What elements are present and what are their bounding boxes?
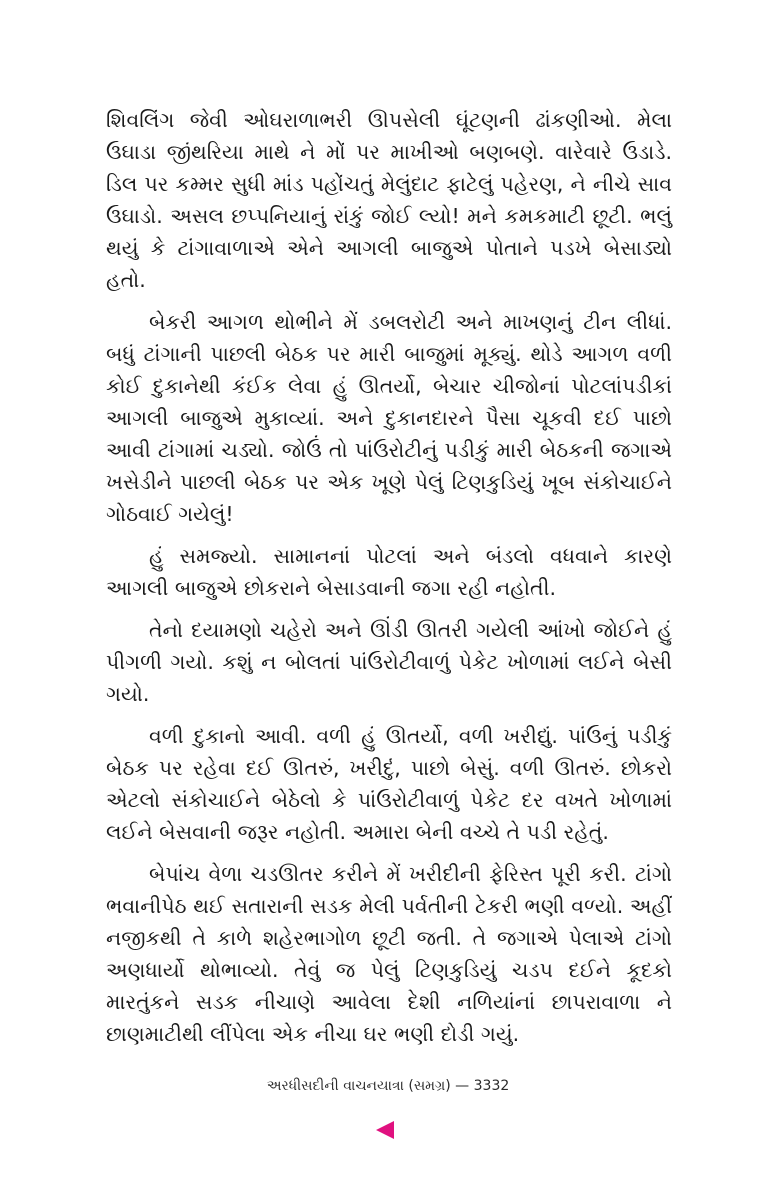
paragraph-3: હું સમજ્યો. સામાનનાં પોટલાં અને બંડલો વધવાને કારણે આગલી બાજુએ છોકરાને બેસાડવાની જગા રહી નહોતી. bbox=[106, 544, 672, 600]
triangle-left-icon bbox=[374, 1119, 398, 1141]
paragraph-6: બેપાંચ વેળા ચડઊતર કરીને મેં ખરીદીની ફેરિસ્ત પૂરી કરી. ટાંગો ભવાનીપેઠ થઈ સતારાની સડક મેલી પર્વતીની ટેકરી ભણી વળ્યો. અહીં નજીકથી તે કાળે શહેરભાગોળ છૂટી જતી. તે જગાએ પેલાએ ટાંગો અણધાર્યો થોભાવ્યો. તેવું જ પેલું ટિણકુડિયું ચડપ દઈને કૂદકો મારતુંકને સડક નીચાણે આવેલા દેશી નળિયાંનાં છાપરાવાળા ને છાણમાટીથી લીંપેલા એક નીચા ઘર ભણી દોડી ગયું. bbox=[106, 862, 672, 1046]
page-body bbox=[106, 104, 672, 1060]
paragraph-4: તેનો દયામણો ચહેરો અને ઊંડી ઊતરી ગયેલી આંખો જોઈને હું પીગળી ગયો. કશું ન બોલતાં પાંઉરોટીવાળું પેકેટ ખોળામાં લઈને બેસી ગયો. bbox=[106, 618, 672, 706]
previous-page-button[interactable] bbox=[374, 1119, 398, 1141]
paragraph-1: શિવલિંગ જેવી ઓઘરાળાભરી ઊપસેલી ઘૂંટણની ઢાંકણીઓ. મેલા ઉઘાડા જીંથરિયા માથે ને મોં પર માખીઓ બણબણે. વારેવારે ઉડાડે. ડિલ પર કમ્મર સુધી માંડ પહોંચતું મેલુંદાટ ફાટેલું પહેરણ, ને નીચે સાવ ઉઘાડો. અસલ છપ્પનિયાનું રાંકું જોઈ લ્યો! મને કમકમાટી છૂટી. ભલું થયું કે ટાંગાવાળાએ એને આગલી બાજુએ પોતાને પડખે બેસાડ્યો હતો. bbox=[106, 108, 672, 292]
paragraph-2: બેકરી આગળ થોભીને મેં ડબલરોટી અને માખણનું ટીન લીધાં. બધું ટાંગાની પાછલી બેઠક પર મારી બાજુમાં મૂક્યું. થોડે આગળ વળી કોઈ દુકાનેથી કંઈક લેવા હું ઊતર્યો, બેચાર ચીજોનાં પોટલાંપડીકાં આગલી બાજુએ મુકાવ્યાં. અને દુકાનદારને પૈસા ચૂકવી દઈ પાછો આવી ટાંગામાં ચડ્યો. જોઉં તો પાંઉરોટીનું પડીકું મારી બેઠકની જગાએ ખસેડીને પાછલી બેઠક પર એક ખૂણે પેલું ટિણકુડિયું ખૂબ સંકોચાઈને ગોઠવાઈ ગયેલું! bbox=[106, 310, 672, 526]
paragraph-5: વળી દુકાનો આવી. વળી હું ઊતર્યો, વળી ખરીદ્યું. પાંઉનું પડીકું બેઠક પર રહેવા દઈ ઊતરું, ખરીદું, પાછો બેસું. વળી ઊતરું. છોકરો એટલો સંકોચાઈને બેઠેલો કે પાંઉરોટીવાળું પેકેટ દર વખતે ખોળામાં લઈને બેસવાની જરૂર નહોતી. અમારા બેની વચ્ચે તે પડી રહેતું. bbox=[106, 724, 672, 844]
page-footer: અરધીસદીની વાચનયાત્રા (સમગ્ર) — 3332 bbox=[266, 1078, 510, 1094]
